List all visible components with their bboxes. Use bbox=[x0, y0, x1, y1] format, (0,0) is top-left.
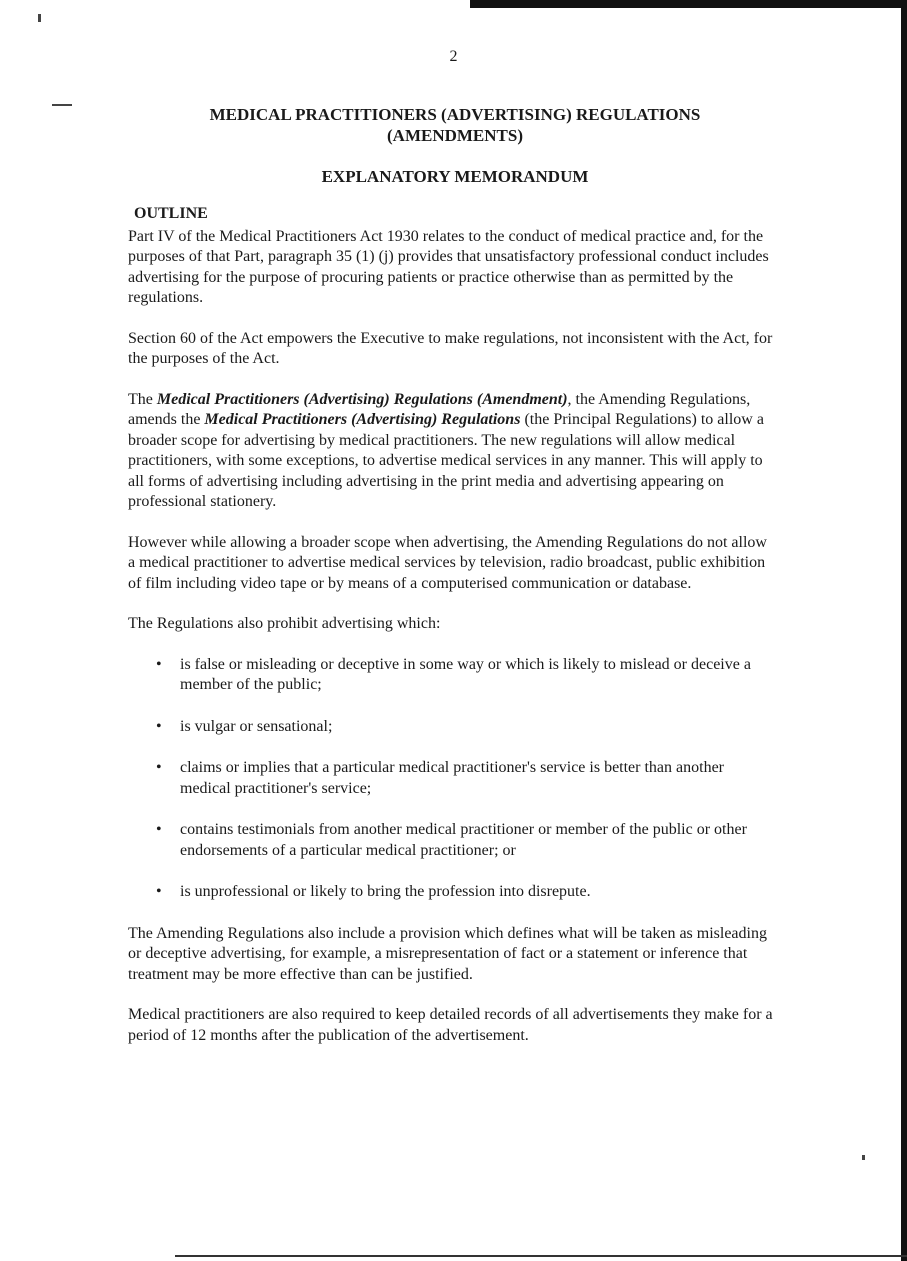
scan-border-bottom bbox=[175, 1255, 907, 1257]
scan-mark bbox=[862, 1155, 865, 1160]
document-title bbox=[130, 104, 780, 146]
bullet-icon: • bbox=[156, 717, 162, 735]
paragraph-record-keeping: Medical practitioners are also required to keep detailed records of all advertisements they make for a period of 12 months after the publication of the advertisement. bbox=[128, 1006, 773, 1044]
list-item bbox=[156, 717, 773, 738]
memorandum-body bbox=[128, 204, 773, 1066]
paragraph-misleading-definition: The Amending Regulations also include a provision which defines what will be taken as misleading or deceptive advertising, for example, a misrepresentation of fact or a statement or inference that treatment may be more effective than can be justified. bbox=[128, 924, 767, 983]
bullet-icon: • bbox=[156, 655, 162, 673]
bullet-icon: • bbox=[156, 821, 162, 838]
bullet-icon: • bbox=[156, 759, 162, 776]
paragraph-part-iv: Part IV of the Medical Practitioners Act 1930 relates to the conduct of medical practice and, for the purposes of that Part, paragraph 35 (1) (j) provides that unsatisfactory professional conduct includes advertising for the purpose of procuring patients or practice otherwise than as permitted by the regulations. bbox=[128, 227, 769, 306]
list-item-text: is unprofessional or likely to bring the profession into disrepute. bbox=[180, 883, 591, 900]
list-item bbox=[156, 758, 773, 799]
paragraph-section-60: Section 60 of the Act empowers the Executive to make regulations, not inconsistent with the Act, for the purposes of the Act. bbox=[128, 329, 773, 367]
scan-border-top bbox=[470, 0, 907, 8]
list-item-text: is vulgar or sensational; bbox=[180, 717, 333, 735]
page-number: 2 bbox=[449, 48, 458, 65]
para3-text-1: The bbox=[128, 390, 157, 408]
paragraph-amending-regulations bbox=[128, 390, 773, 513]
outline-heading: OUTLINE bbox=[134, 205, 208, 222]
scan-border-right bbox=[901, 0, 907, 1261]
list-item bbox=[156, 882, 773, 903]
bullet-icon: • bbox=[156, 883, 162, 900]
list-item bbox=[156, 655, 773, 696]
list-item bbox=[156, 820, 773, 861]
title-line-1: MEDICAL PRACTITIONERS (ADVERTISING) REGULATIONS bbox=[209, 105, 701, 124]
regulation-title-principal: Medical Practitioners (Advertising) Regulations bbox=[204, 411, 521, 428]
prohibitions-list bbox=[128, 655, 773, 903]
list-item-text: contains testimonials from another medical practitioner or member of the public or other endorsements of a particular medical practitioner; or bbox=[180, 821, 747, 859]
scan-mark bbox=[52, 104, 72, 106]
document-subtitle: EXPLANATORY MEMORANDUM bbox=[321, 167, 589, 186]
regulation-title-amendment: Medical Practitioners (Advertising) Regulations (Amendment) bbox=[156, 390, 568, 408]
title-line-2: (AMENDMENTS) bbox=[387, 126, 523, 145]
scan-mark bbox=[38, 14, 41, 22]
list-item-text: claims or implies that a particular medical practitioner's service is better than another medical practitioner's service; bbox=[180, 759, 725, 797]
paragraph-broadcast-restrictions: However while allowing a broader scope when advertising, the Amending Regulations do not allow a medical practitioner to advertise medical services by television, radio broadcast, public exhibition of film including video tape or by means of a computerised communication or database. bbox=[128, 533, 767, 592]
paragraph-prohibitions-intro: The Regulations also prohibit advertising which: bbox=[128, 615, 441, 632]
para3-text-2: , the Amending Regulations, amends the bbox=[128, 390, 751, 428]
para3-text-3: (the Principal Regulations) to allow a broader scope for advertising by medical practitioners. The new regulations will allow medical practitioners, with some exceptions, to advertise medical services in any manner. This will apply to all forms of advertising including advertising in the print media and advertising appearing on professional stationery. bbox=[128, 411, 764, 510]
list-item-text: is false or misleading or deceptive in some way or which is likely to mislead or deceive a member of the public; bbox=[180, 655, 751, 693]
